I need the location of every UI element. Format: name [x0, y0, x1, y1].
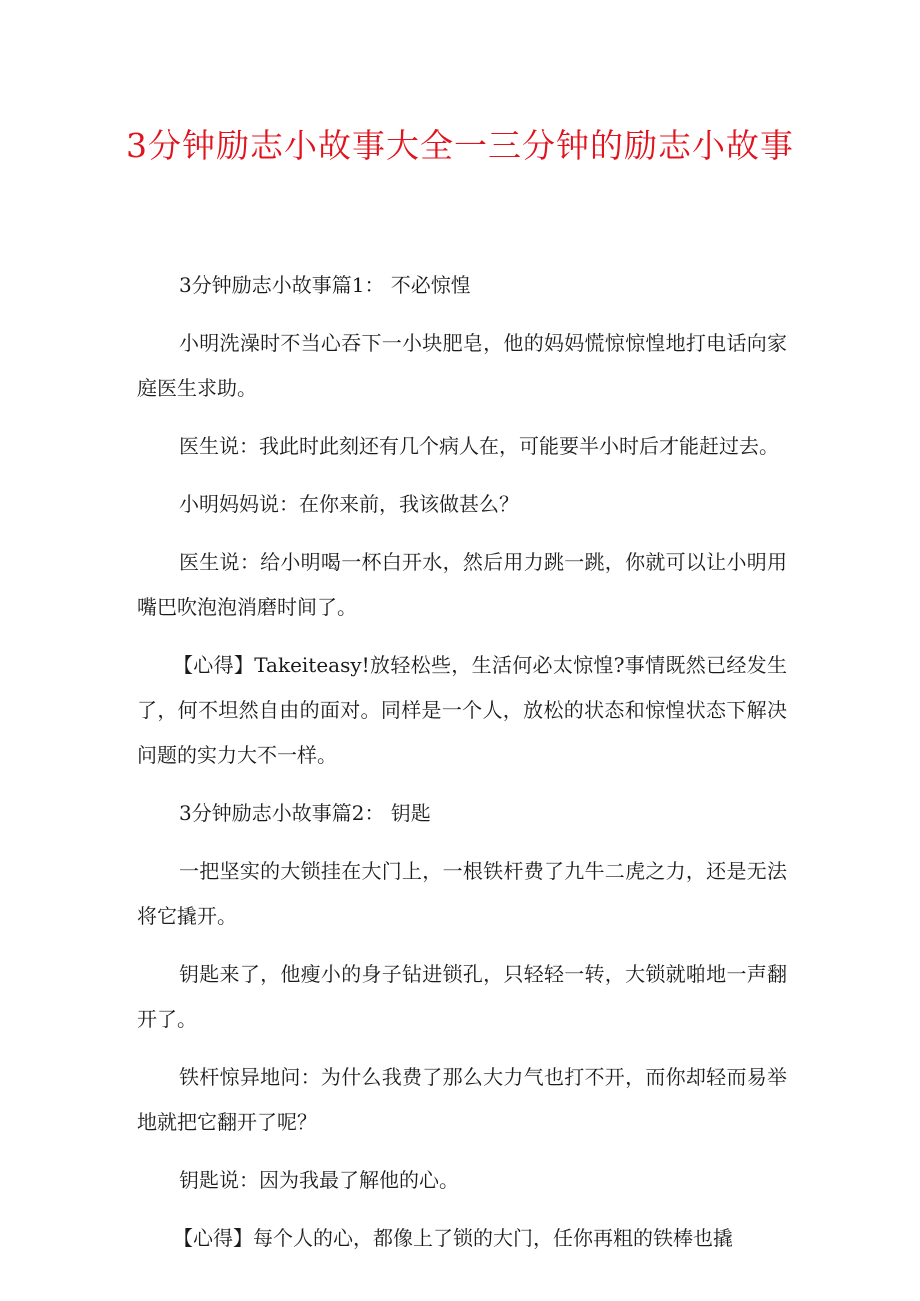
story-paragraph: 医生说：我此时此刻还有几个病人在，可能要半小时后才能赶过去。	[179, 434, 779, 458]
story-paragraph: 铁杆惊异地问：为什么我费了那么大力气也打不开，而你却轻而易举地就把它翻开了呢？	[137, 1065, 787, 1134]
story-heading-1: 3分钟励志小故事篇1： 不必惊惶	[179, 273, 471, 297]
document-body	[137, 263, 787, 1274]
document-title: 3分钟励志小故事大全一三分钟的励志小故事	[126, 126, 794, 165]
story-paragraph: 小明妈妈说：在你来前，我该做甚么？	[179, 492, 519, 516]
story-heading-2: 3分钟励志小故事篇2： 钥匙	[179, 801, 431, 825]
story-paragraph: 钥匙说：因为我最了解他的心。	[179, 1168, 459, 1192]
story-paragraph: 医生说：给小明喝一杯白开水，然后用力跳一跳，你就可以让小明用嘴巴吹泡泡消磨时间了。	[137, 550, 787, 619]
story-paragraph: 一把坚实的大锁挂在大门上，一根铁杆费了九牛二虎之力，还是无法将它撬开。	[137, 859, 787, 928]
story-paragraph: 小明洗澡时不当心吞下一小块肥皂，他的妈妈慌惊惊惶地打电话向家庭医生求助。	[137, 331, 787, 400]
reflection-paragraph: 【心得】每个人的心，都像上了锁的大门，任你再粗的铁棒也撬	[173, 1226, 733, 1250]
story-paragraph: 钥匙来了，他瘦小的身子钻进锁孔，只轻轻一转，大锁就啪地一声翻开了。	[137, 962, 787, 1031]
reflection-paragraph: 【心得】Takeiteasy!放轻松些，生活何必太惊惶?事情既然已经发生了，何不坦然自由的面对。同样是一个人，放松的状态和惊惶状态下解决问题的实力大不一样。	[137, 653, 787, 767]
